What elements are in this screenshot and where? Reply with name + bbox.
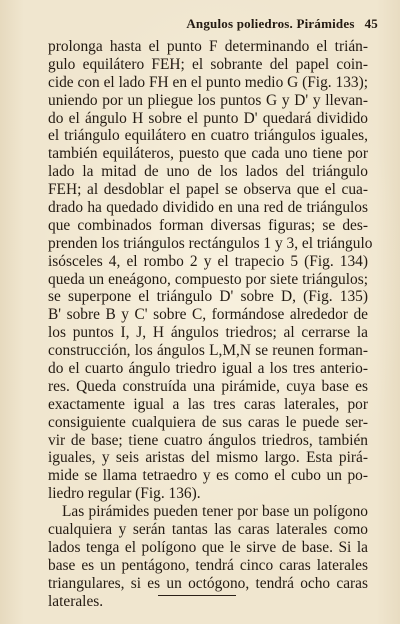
section-divider — [158, 595, 236, 596]
text-line: do el ángulo H sobre el punto D' quedará dividido — [48, 109, 368, 127]
text-line: cide con el lado FH en el punto medio G (Fig. 133); — [48, 73, 368, 91]
text-line: que combinados forman diversas figuras; se des- — [48, 216, 368, 234]
text-line: mide se llama tetraedro y es como el cubo un po- — [48, 467, 368, 485]
running-header — [186, 16, 378, 32]
body-text — [48, 38, 373, 611]
text-line: res. Queda construída una pirámide, cuya base es — [48, 377, 368, 395]
paragraph-1 — [48, 38, 373, 503]
page-number: 45 — [364, 16, 378, 31]
text-line: isósceles 4, el rombo 2 y el trapecio 5 (Fig. 134) — [48, 252, 368, 270]
text-line: queda un eneágono, compuesto por siete triángulos; — [48, 270, 368, 288]
text-line: construcción, los ángulos L,M,N se reunen forman- — [48, 342, 368, 360]
text-line: FEH; al desdoblar el papel se observa que el cua- — [48, 181, 368, 199]
text-line: lados tenga el polígono que le sirve de base. Si la — [48, 538, 368, 556]
text-line: drado ha quedado dividido en una red de triángulos — [48, 199, 368, 217]
text-line: prenden los triángulos rectángulos 1 y 3, el triángulo — [48, 234, 373, 252]
text-line: uniendo por un pliegue los puntos G y D' y llevan- — [48, 91, 368, 109]
text-line: laterales. — [48, 592, 104, 610]
text-line: también equiláteros, puesto que cada uno tiene por — [48, 145, 368, 163]
text-line: se superpone el triángulo D' sobre D, (Fig. 135) — [48, 288, 368, 306]
text-line: el triángulo equilátero en cuatro triángulos iguales, — [48, 127, 368, 145]
text-line: vir de base; tiene cuatro ángulos triedros, también — [48, 431, 368, 449]
text-line: iguales, y seis aristas del mismo largo. Esta pirá- — [48, 449, 368, 467]
text-line: prolonga hasta el punto F determinando el trián- — [48, 38, 368, 55]
text-line: liedro regular (Fig. 136). — [48, 485, 201, 503]
text-line: Las pirámides pueden tener por base un polígono — [62, 503, 368, 521]
text-line: base es un pentágono, tendrá cinco caras laterales — [48, 556, 368, 574]
text-line: cualquiera y serán tantas las caras laterales como — [48, 521, 368, 539]
text-line: do el cuarto ángulo triedro igual a los tres anterio- — [48, 360, 368, 378]
text-line: los puntos I, J, H ángulos triedros; al cerrarse la — [48, 324, 368, 342]
text-line: exactamente igual a las tres caras laterales, por — [48, 395, 368, 413]
text-line: lado la mitad de uno de los lados del triángulo — [48, 163, 368, 181]
text-line: gulo equilátero FEH; el sobrante del papel coin- — [48, 55, 368, 73]
text-line: triangulares, si es un octógono, tendrá ocho caras — [48, 574, 368, 592]
text-line: consiguiente cualquiera de sus caras le puede ser- — [48, 413, 368, 431]
running-title: Angulos poliedros. Pirámides — [186, 16, 355, 31]
text-line: B' sobre B y C' sobre C, formándose alrededor de — [48, 306, 368, 324]
